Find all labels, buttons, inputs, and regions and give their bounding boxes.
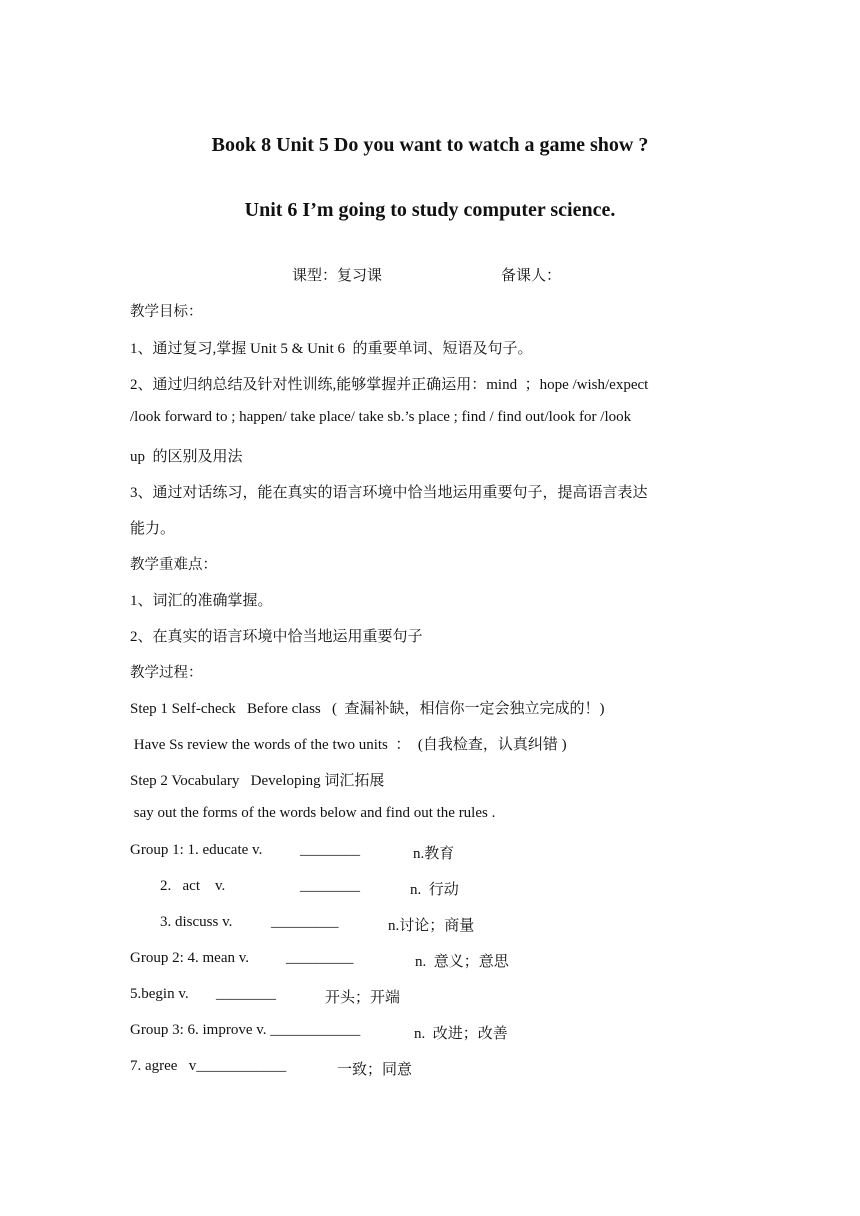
key-points-heading: 教学重难点： — [130, 557, 217, 573]
exercise-4-blank: _________ — [286, 950, 354, 966]
exercise-7-label: 7. agree v____________ — [130, 1058, 287, 1074]
objective-item-3-line-2: 能力。 — [130, 521, 176, 537]
exercise-5-label: 5.begin v. — [130, 986, 189, 1002]
exercise-1-answer: n.教育 — [413, 846, 455, 862]
exercise-6-label: Group 3: 6. improve v. ____________ — [130, 1022, 361, 1038]
key-point-item-1: 1、词汇的准确掌握。 — [130, 593, 273, 609]
exercise-2-blank: ________ — [300, 878, 360, 894]
exercise-3-blank: _________ — [271, 914, 339, 930]
objective-item-1: 1、通过复习,掌握 Unit 5 & Unit 6 的重要单词、短语及句子。 — [130, 341, 533, 357]
objective-item-2-line-3: up 的区别及用法 — [130, 449, 243, 465]
exercise-2-label: 2. act v. — [160, 878, 226, 894]
objective-item-2-line-2: /look forward to ; happen/ take place/ take sb.’s place ; find / find out/look for /look — [130, 409, 632, 425]
exercise-1-label: Group 1: 1. educate v. — [130, 842, 263, 858]
objective-item-2-line-1: 2、通过归纳总结及针对性训练,能够掌握并正确运用：mind ；hope /wish/expect — [130, 377, 649, 393]
exercise-3-label: 3. discuss v. — [160, 914, 233, 930]
step-1-instruction: Have Ss review the words of the two units ： (自我检查，认真纠错 ) — [130, 737, 567, 753]
step-1: Step 1 Self-check Before class ( 查漏补缺，相信你一定会独立完成的！) — [130, 701, 605, 717]
objectives-heading: 教学目标： — [130, 304, 203, 320]
step-2-instruction: say out the forms of the words below and find out the rules . — [130, 805, 496, 821]
preparer-label: 备课人： — [501, 266, 562, 284]
exercise-7-answer: 一致；同意 — [337, 1062, 413, 1078]
exercise-4-label: Group 2: 4. mean v. — [130, 950, 250, 966]
document-subtitle: Unit 6 I’m going to study computer science. — [244, 199, 616, 221]
lesson-type: 课型：复习课 — [292, 266, 383, 284]
document-title: Book 8 Unit 5 Do you want to watch a game show ? — [211, 134, 649, 156]
exercise-6-answer: n. 改进；改善 — [414, 1026, 508, 1042]
exercise-2-answer: n. 行动 — [410, 882, 459, 898]
objective-item-3-line-1: 3、通过对话练习，能在真实的语言环境中恰当地运用重要句子，提高语言表达 — [130, 485, 648, 501]
exercise-4-answer: n. 意义；意思 — [415, 954, 509, 970]
exercise-5-blank: ________ — [216, 986, 276, 1002]
exercise-5-answer: 开头；开端 — [325, 990, 401, 1006]
exercise-1-blank: ________ — [300, 842, 360, 858]
key-point-item-2: 2、在真实的语言环境中恰当地运用重要句子 — [130, 629, 423, 645]
step-2: Step 2 Vocabulary Developing 词汇拓展 — [130, 773, 385, 789]
exercise-3-answer: n.讨论；商量 — [388, 918, 475, 934]
process-heading: 教学过程： — [130, 665, 203, 681]
